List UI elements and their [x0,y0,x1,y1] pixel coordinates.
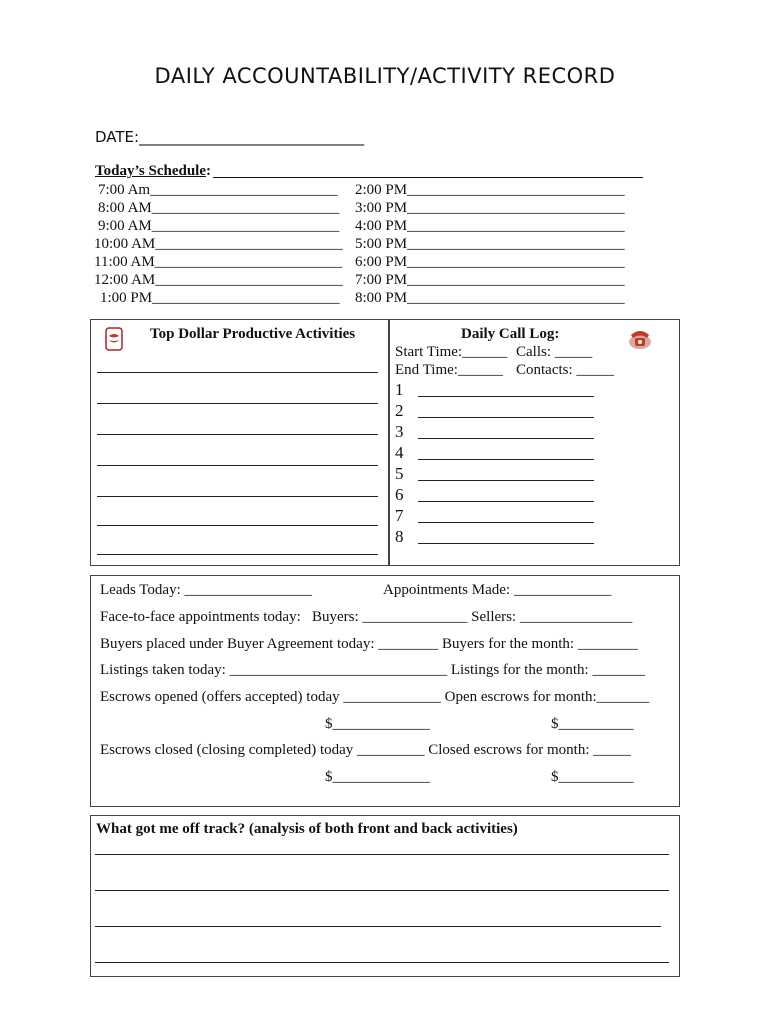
schedule-heading [95,163,211,180]
activities-heading: Top Dollar Productive Activities [150,326,356,342]
call-entry-line[interactable] [418,543,594,544]
call-number: 4 [395,443,404,462]
call-number: 3 [395,422,404,441]
schedule-heading-line [213,177,643,178]
activity-line[interactable] [97,403,378,404]
call-number: 1 [395,380,404,399]
schedule-slot-left[interactable]: 9:00 AM_________________________ [98,218,340,234]
call-entry-line[interactable] [418,501,594,502]
schedule-heading-text: Today’s Schedule [95,163,207,179]
lips-logo-icon [103,326,125,352]
schedule-heading-colon: : [206,163,212,179]
off-track-heading: What got me off track? (analysis of both front and back activities) [96,821,518,837]
schedule-slot-right[interactable]: 3:00 PM_____________________________ [355,200,625,216]
face-to-face-appointments[interactable]: Face-to-face appointments today: Buyers: ______________ Sellers: _______________ [100,609,633,625]
activity-line[interactable] [97,525,378,526]
call-entry-line[interactable] [418,480,594,481]
off-track-line[interactable] [95,962,669,963]
appointments-made[interactable]: Appointments Made: _____________ [383,582,612,598]
call-end-time[interactable]: End Time:______ [395,362,503,378]
schedule-slot-right[interactable]: 5:00 PM_____________________________ [355,236,625,252]
activities-box [90,319,389,566]
activity-line[interactable] [97,465,378,466]
call-entry-line[interactable] [418,438,594,439]
call-number: 6 [395,485,404,504]
off-track-box [90,815,680,977]
schedule-slot-right[interactable]: 2:00 PM_____________________________ [355,182,625,198]
off-track-line[interactable] [95,926,661,927]
activity-line[interactable] [97,554,378,555]
activity-line[interactable] [97,434,378,435]
escrows-opened[interactable]: Escrows opened (offers accepted) today _____________ Open escrows for month:_______ [100,689,650,705]
call-entry-line[interactable] [418,459,594,460]
activity-line[interactable] [97,496,378,497]
call-number: 5 [395,464,404,483]
date-field[interactable]: DATE:______________________________ [95,128,365,146]
schedule-slot-left[interactable]: 7:00 Am_________________________ [98,182,338,198]
schedule-slot-right[interactable]: 8:00 PM_____________________________ [355,290,625,306]
buyers-placed[interactable]: Buyers placed under Buyer Agreement today: ________ Buyers for the month: ________ [100,636,638,652]
open-escrows-dollars[interactable]: $__________ [551,716,634,732]
activity-line[interactable] [97,372,378,373]
contacts-count[interactable]: Contacts: _____ [516,362,614,378]
schedule-slot-right[interactable]: 4:00 PM_____________________________ [355,218,625,234]
listings-taken[interactable]: Listings taken today: _____________________________ Listings for the month: _______ [100,662,645,678]
page-title: DAILY ACCOUNTABILITY/ACTIVITY RECORD [154,64,616,88]
schedule-slot-left[interactable]: 1:00 PM_________________________ [100,290,340,306]
schedule-slot-right[interactable]: 6:00 PM_____________________________ [355,254,625,270]
off-track-line[interactable] [95,854,669,855]
call-entry-line[interactable] [418,396,594,397]
calls-count[interactable]: Calls: _____ [516,344,593,360]
schedule-slot-left[interactable]: 11:00 AM_________________________ [94,254,343,270]
call-entry-line[interactable] [418,417,594,418]
telephone-icon [627,325,653,351]
call-start-time[interactable]: Start Time:______ [395,344,508,360]
closed-escrows-dollars[interactable]: $__________ [551,769,634,785]
schedule-slot-left[interactable]: 8:00 AM_________________________ [98,200,340,216]
escrows-closed-dollars[interactable]: $_____________ [325,769,430,785]
call-entry-line[interactable] [418,522,594,523]
off-track-line[interactable] [95,890,669,891]
call-number: 8 [395,527,404,546]
leads-today[interactable]: Leads Today: _________________ [100,582,312,598]
escrows-closed[interactable]: Escrows closed (closing completed) today _________ Closed escrows for month: _____ [100,742,631,758]
call-number: 2 [395,401,404,420]
schedule-slot-left[interactable]: 12:00 AM_________________________ [94,272,343,288]
schedule-slot-left[interactable]: 10:00 AM_________________________ [94,236,343,252]
schedule-slot-right[interactable]: 7:00 PM_____________________________ [355,272,625,288]
call-number: 7 [395,506,404,525]
escrows-opened-dollars[interactable]: $_____________ [325,716,430,732]
call-log-heading: Daily Call Log: [461,326,560,342]
